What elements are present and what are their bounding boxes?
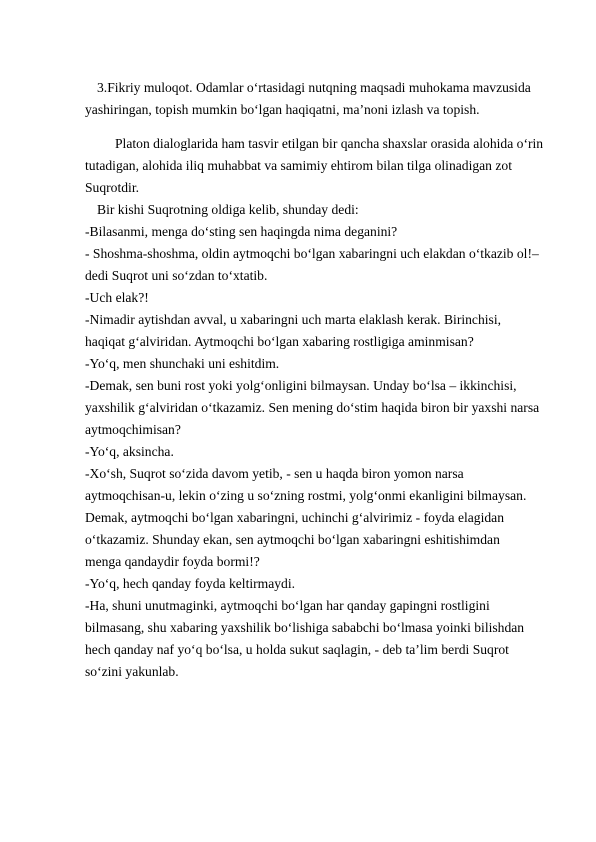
dialogue-line: -Demak, sen buni rost yoki yolg‘onligini bilmaysan. Unday bo‘lsa – ikkinchisi, [85,378,517,393]
dialogue-line: aytmoqchimisan? [85,422,181,437]
dialogue-line: bilmasang, shu xabaring yaxshilik bo‘lishiga sababchi bo‘lmasa yoinki bilishdan [85,620,525,635]
paragraph-line: 3.Fikriy muloqot. Odamlar o‘rtasidagi nutqning maqsadi muhokama mavzusida [97,80,531,95]
paragraph-gap [85,121,565,133]
dialogue-line: -Nimadir aytishdan avval, u xabaringni uch marta elaklash kerak. Birinchisi, [85,312,501,327]
dialogue-line: dedi Suqrot uni so‘zdan to‘xtatib. [85,268,268,283]
paragraph-line: tutadigan, alohida iliq muhabbat va samimiy ehtirom bilan tilga olinadigan zot [85,158,512,173]
dialogue-line: yaxshilik g‘alviridan o‘tkazamiz. Sen mening do‘stim haqida biron bir yaxshi narsa [85,400,540,415]
dialogue-line: -Uch elak?! [85,290,149,305]
dialogue-line: -Bilasanmi, menga do‘sting sen haqingda nima deganini? [85,224,398,239]
paragraph-line: Bir kishi Suqrotning oldiga kelib, shunday dedi: [97,202,359,217]
dialogue-line: -Yo‘q, aksincha. [85,444,174,459]
dialogue-line: -Yo‘q, hech qanday foyda keltirmaydi. [85,576,296,591]
dialogue-line: -Yo‘q, men shunchaki uni eshitdim. [85,356,280,371]
dialogue-line: haqiqat g‘alviridan. Aytmoqchi bo‘lgan xabaring rostligiga aminmisan? [85,334,474,349]
dialogue-line: Demak, aytmoqchi bo‘lgan xabaringni, uchinchi g‘alvirimiz - foyda elagidan [85,510,505,525]
dialogue-line: o‘tkazamiz. Shunday ekan, sen aytmoqchi bo‘lgan xabaringni eshitishimdan [85,532,500,547]
paragraph-line: yashiringan, topish mumkin bo‘lgan haqiqatni, ma’noni izlash va topish. [85,102,480,117]
paragraph-line: Platon dialoglarida ham tasvir etilgan bir qancha shaxslar orasida alohida o‘rin [115,136,544,151]
paragraph-line: Suqrotdir. [85,180,140,195]
document-body [85,77,565,683]
dialogue-line: - Shoshma-shoshma, oldin aytmoqchi bo‘lgan xabaringni uch elakdan o‘tkazib ol!– [85,246,539,261]
dialogue-line: hech qanday naf yo‘q bo‘lsa, u holda sukut saqlagin, - deb ta’lim berdi Suqrot [85,642,509,657]
dialogue-line: menga qandaydir foyda bormi!? [85,554,260,569]
dialogue-line: -Xo‘sh, Suqrot so‘zida davom yetib, - sen u haqda biron yomon narsa [85,466,464,481]
dialogue-line: -Ha, shuni unutmaginki, aytmoqchi bo‘lgan har qanday gapingni rostligini [85,598,490,613]
dialogue-line: so‘zini yakunlab. [85,664,179,679]
dialogue-line: aytmoqchisan-u, lekin o‘zing u so‘zning rostmi, yolg‘onmi ekanligini bilmaysan. [85,488,527,503]
